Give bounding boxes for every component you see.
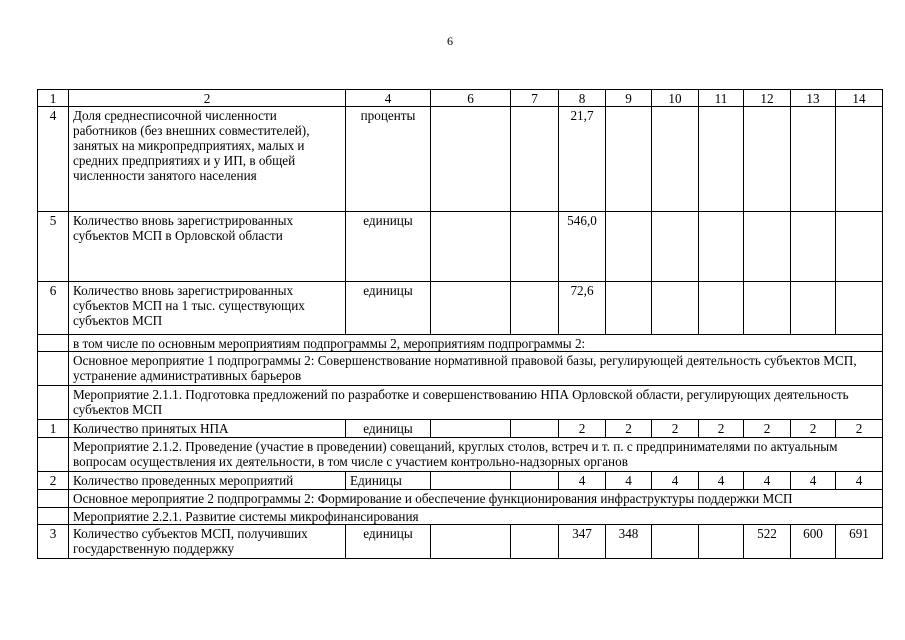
row-number: 3 bbox=[38, 525, 69, 559]
section-heading: Мероприятие 2.1.2. Проведение (участие в проведении) совещаний, круглых столов, встреч и т. п. с предпринимателями по актуальным вопросам осуществления их деятельности, в том числе с участием контрольно-надзорных органов bbox=[69, 438, 883, 472]
empty-cell bbox=[791, 212, 836, 282]
empty-cell bbox=[511, 420, 559, 438]
unit-cell: единицы bbox=[346, 212, 431, 282]
table-row bbox=[38, 420, 883, 438]
header-cell: 6 bbox=[431, 90, 511, 107]
row-number: 1 bbox=[38, 420, 69, 438]
page-number: 6 bbox=[447, 34, 453, 48]
value-cell: 4 bbox=[791, 472, 836, 490]
empty-cell bbox=[606, 212, 652, 282]
empty-cell bbox=[431, 472, 511, 490]
empty-cell bbox=[744, 212, 791, 282]
table-row bbox=[38, 107, 883, 212]
unit-cell: единицы bbox=[346, 282, 431, 335]
value-cell: 600 bbox=[791, 525, 836, 559]
value-cell: 347 bbox=[559, 525, 606, 559]
header-cell: 10 bbox=[652, 90, 699, 107]
empty-cell bbox=[744, 282, 791, 335]
empty-cell bbox=[791, 282, 836, 335]
empty-cell bbox=[431, 420, 511, 438]
value-cell: 2 bbox=[836, 420, 883, 438]
empty-cell bbox=[511, 525, 559, 559]
row-number: 5 bbox=[38, 212, 69, 282]
empty-cell bbox=[38, 490, 69, 508]
value-cell: 72,6 bbox=[559, 282, 606, 335]
header-cell: 13 bbox=[791, 90, 836, 107]
section-heading: Основное мероприятие 1 подпрограммы 2: Совершенствование нормативной правовой базы, регулирующей деятельность субъектов МСП, устранение административных барьеров bbox=[69, 352, 883, 386]
header-cell: 2 bbox=[69, 90, 346, 107]
value-cell: 2 bbox=[699, 420, 744, 438]
value-cell: 2 bbox=[652, 420, 699, 438]
empty-cell bbox=[652, 212, 699, 282]
empty-cell bbox=[836, 212, 883, 282]
section-row bbox=[38, 386, 883, 420]
header-cell: 12 bbox=[744, 90, 791, 107]
table-row bbox=[38, 212, 883, 282]
empty-cell bbox=[38, 335, 69, 352]
empty-cell bbox=[38, 352, 69, 386]
header-row bbox=[38, 90, 883, 107]
table-row bbox=[38, 525, 883, 559]
empty-cell bbox=[606, 107, 652, 212]
header-cell: 8 bbox=[559, 90, 606, 107]
table-row bbox=[38, 472, 883, 490]
value-cell: 348 bbox=[606, 525, 652, 559]
empty-cell bbox=[606, 282, 652, 335]
indicator-name: Количество вновь зарегистрированных субъектов МСП в Орловской области bbox=[69, 212, 346, 282]
header-cell: 4 bbox=[346, 90, 431, 107]
empty-cell bbox=[511, 107, 559, 212]
indicator-name: Количество вновь зарегистрированных субъектов МСП на 1 тыс. существующих субъектов МСП bbox=[69, 282, 346, 335]
unit-cell: единицы bbox=[346, 420, 431, 438]
indicator-name: Доля среднесписочной численности работников (без внешних совместителей), занятых на микропредприятиях, малых и средних предприятиях и у ИП, в общей численности занятого населения bbox=[69, 107, 346, 212]
section-row bbox=[38, 438, 883, 472]
section-row bbox=[38, 335, 883, 352]
empty-cell bbox=[836, 107, 883, 212]
value-cell: 4 bbox=[836, 472, 883, 490]
empty-cell bbox=[699, 525, 744, 559]
empty-cell bbox=[836, 282, 883, 335]
empty-cell bbox=[652, 282, 699, 335]
section-row bbox=[38, 508, 883, 525]
row-number: 6 bbox=[38, 282, 69, 335]
section-heading: Мероприятие 2.2.1. Развитие системы микрофинансирования bbox=[69, 508, 883, 525]
header-cell: 9 bbox=[606, 90, 652, 107]
empty-cell bbox=[38, 386, 69, 420]
section-heading: в том числе по основным мероприятиям подпрограммы 2, мероприятиям подпрограммы 2: bbox=[69, 335, 883, 352]
empty-cell bbox=[511, 212, 559, 282]
empty-cell bbox=[38, 438, 69, 472]
empty-cell bbox=[431, 212, 511, 282]
value-cell: 522 bbox=[744, 525, 791, 559]
section-heading: Мероприятие 2.1.1. Подготовка предложений по разработке и совершенствованию НПА Орловской области, регулирующих деятельность субъектов МСП bbox=[69, 386, 883, 420]
value-cell: 2 bbox=[791, 420, 836, 438]
header-cell: 11 bbox=[699, 90, 744, 107]
row-number: 2 bbox=[38, 472, 69, 490]
section-row bbox=[38, 352, 883, 386]
empty-cell bbox=[511, 472, 559, 490]
value-cell: 2 bbox=[744, 420, 791, 438]
value-cell: 691 bbox=[836, 525, 883, 559]
header-cell: 1 bbox=[38, 90, 69, 107]
empty-cell bbox=[431, 107, 511, 212]
value-cell: 4 bbox=[606, 472, 652, 490]
indicators-table bbox=[37, 89, 883, 559]
empty-cell bbox=[38, 508, 69, 525]
value-cell: 4 bbox=[699, 472, 744, 490]
value-cell: 2 bbox=[606, 420, 652, 438]
value-cell: 4 bbox=[744, 472, 791, 490]
unit-cell: единицы bbox=[346, 525, 431, 559]
empty-cell bbox=[699, 282, 744, 335]
value-cell: 4 bbox=[559, 472, 606, 490]
empty-cell bbox=[652, 107, 699, 212]
unit-cell: проценты bbox=[346, 107, 431, 212]
section-heading: Основное мероприятие 2 подпрограммы 2: Формирование и обеспечение функционирования инфраструктуры поддержки МСП bbox=[69, 490, 883, 508]
empty-cell bbox=[652, 525, 699, 559]
section-row bbox=[38, 490, 883, 508]
row-number: 4 bbox=[38, 107, 69, 212]
table-row bbox=[38, 282, 883, 335]
empty-cell bbox=[699, 107, 744, 212]
header-cell: 14 bbox=[836, 90, 883, 107]
value-cell: 21,7 bbox=[559, 107, 606, 212]
empty-cell bbox=[511, 282, 559, 335]
unit-cell: Единицы bbox=[346, 472, 431, 490]
indicator-name: Количество принятых НПА bbox=[69, 420, 346, 438]
header-cell: 7 bbox=[511, 90, 559, 107]
value-cell: 546,0 bbox=[559, 212, 606, 282]
indicator-name: Количество проведенных мероприятий bbox=[69, 472, 346, 490]
empty-cell bbox=[744, 107, 791, 212]
value-cell: 2 bbox=[559, 420, 606, 438]
empty-cell bbox=[791, 107, 836, 212]
value-cell: 4 bbox=[652, 472, 699, 490]
empty-cell bbox=[431, 282, 511, 335]
empty-cell bbox=[431, 525, 511, 559]
empty-cell bbox=[699, 212, 744, 282]
indicator-name: Количество субъектов МСП, получивших государственную поддержку bbox=[69, 525, 346, 559]
